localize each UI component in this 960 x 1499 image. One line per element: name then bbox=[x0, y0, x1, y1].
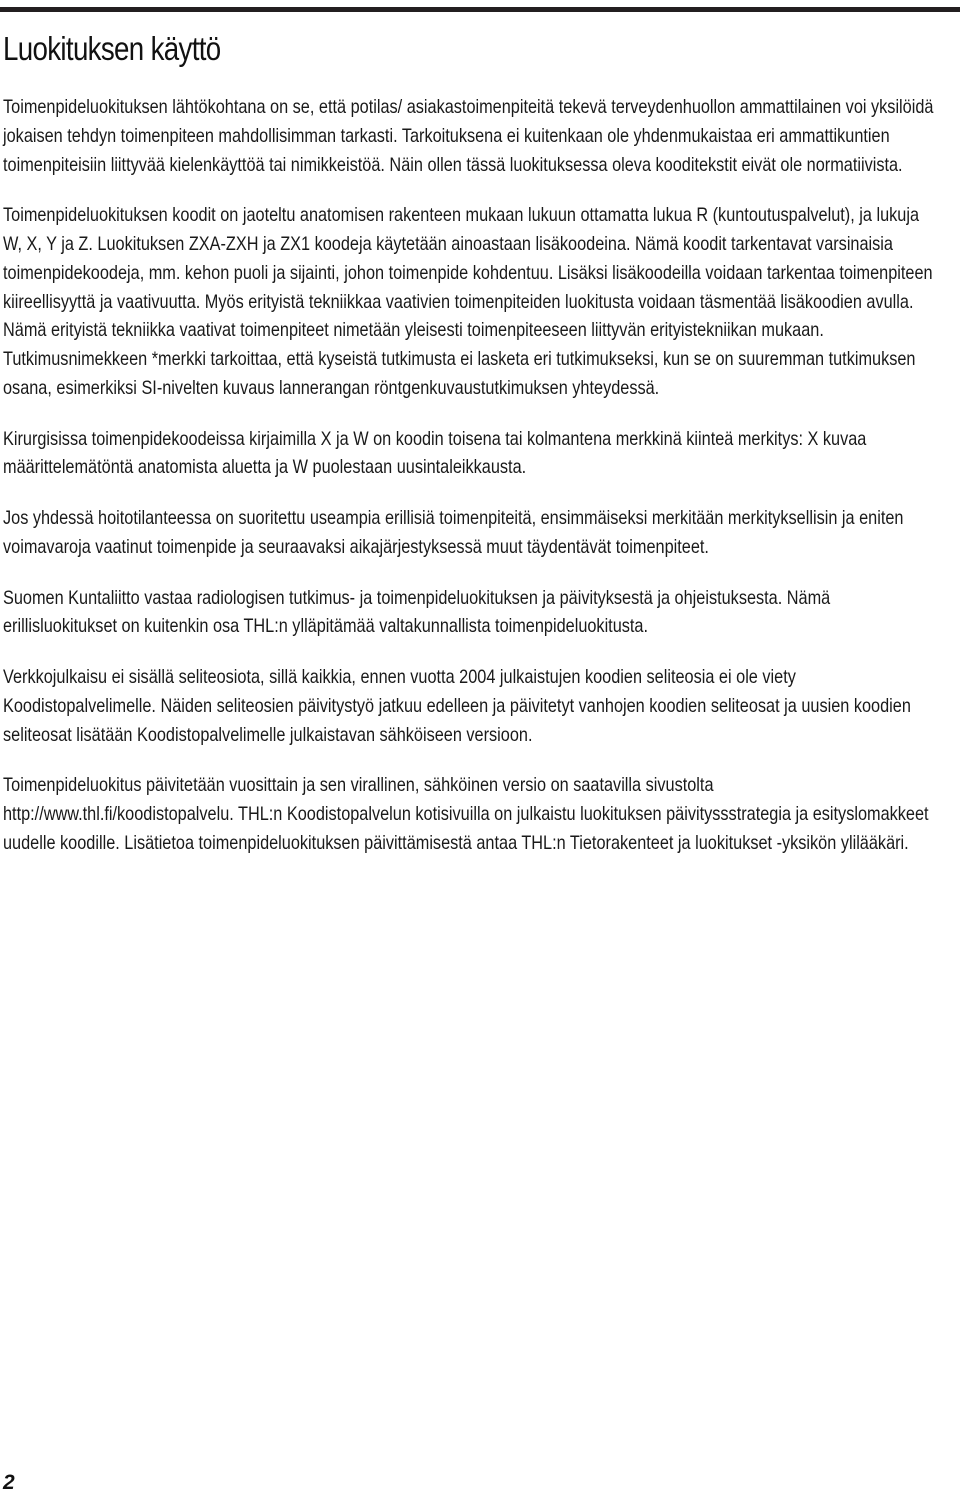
page-number: 2 bbox=[3, 1471, 15, 1494]
paragraph-multiple-procedures: Jos yhdessä hoitotilanteessa on suoritettu useampia erillisiä toimenpiteitä, ensimmäiseksi merkitään merkityksellisin ja eniten voimavaroja vaatinut toimenpide ja seuraavaksi aikajärjestyksessä muut täydentävät toimenpiteet. bbox=[3, 507, 904, 558]
body-text bbox=[3, 93, 942, 880]
top-rule bbox=[0, 7, 960, 12]
paragraph-codes: Toimenpideluokituksen koodit on jaoteltu anatomisen rakenteen mukaan lukuun ottamatta lukua R (kuntoutuspalvelut), ja lukuja W, X, Y ja Z. Luokituksen ZXA-ZXH ja ZX1 koodeja käytetään ainoastaan lisäkoodeina. Nämä koodit tarkentavat varsinaisia toimenpidekoodeja, mm. kehon puoli ja sijainti, johon toimenpide kohdentuu. Lisäksi lisäkoodeilla voidaan tarkentaa toimenpiteen kiireellisyyttä ja vaativuutta. Myös erityistä tekniikkaa vaativien toimenpiteiden luokitusta voidaan täsmentää lisäkoodien avulla. Nämä erityistä tekniikka vaativat toimenpiteet nimetään yleisesti toimenpiteeseen liittyvän erityistekniikan mukaan. Tutkimusnimekkeen *merkki tarkoittaa, että kyseistä tutkimusta ei lasketa eri tutkimukseksi, kun se on suuremman tutkimuksen osana, esimerkiksi SI-nivelten kuvaus lannerangan röntgenkuvaustutkimuksen yhteydessä. bbox=[3, 204, 933, 399]
page-title: Luokituksen käyttö bbox=[3, 30, 221, 67]
paragraph-intro: Toimenpideluokituksen lähtökohtana on se, että potilas/ asiakastoimenpiteitä tekevä terveydenhuollon ammattilainen voi yksilöidä jokaisen tehdyn toimenpiteen mahdollisimman tarkasti. Tarkoituksena ei kuitenkaan ole yhdenmukaistaa eri ammattikuntien toimenpiteisiin liittyvää kielenkäyttöä tai nimikkeistöä. Näin ollen tässä luokituksessa oleva kooditekstit eivät ole normatiivista. bbox=[3, 96, 934, 176]
paragraph-web-publication: Verkkojulkaisu ei sisällä seliteosiota, sillä kaikkia, ennen vuotta 2004 julkaistujen koodien seliteosia ei ole viety Koodistopalvelimelle. Näiden seliteosien päivitystyö jatkuu edelleen ja päivitetyt vanhojen koodien seliteosat ja uusien koodien seliteosat lisätään Koodistopalvelimelle julkaistavan sähköiseen versioon. bbox=[3, 666, 911, 746]
paragraph-surgical-codes: Kirurgisissa toimenpidekoodeissa kirjaimilla X ja W on koodin toisena tai kolmantena merkkinä kiinteä merkitys: X kuvaa määrittelemätöntä anatomista aluetta ja W puolestaan uusintaleikkausta. bbox=[3, 427, 867, 479]
paragraph-kuntaliitto: Suomen Kuntaliitto vastaa radiologisen tutkimus- ja toimenpideluokituksen ja päivityksestä ja ohjeistuksesta. Nämä erillisluokitukset on kuitenkin osa THL:n ylläpitämää valtakunnallista toimenpideluokitusta. bbox=[3, 586, 831, 638]
paragraph-updates: Toimenpideluokitus päivitetään vuosittain ja sen virallinen, sähköinen versio on saatavilla sivustolta http://www.thl.fi/koodistopalvelu. THL:n Koodistopalvelun kotisivuilla on julkaistu luokituksen päivityssstrategia ja esityslomakkeet uudelle koodille. Lisätietoa toimenpideluokituksen päivittämisestä antaa THL:n Tietorakenteet ja luokitukset -yksikön ylilääkäri. bbox=[3, 774, 929, 854]
